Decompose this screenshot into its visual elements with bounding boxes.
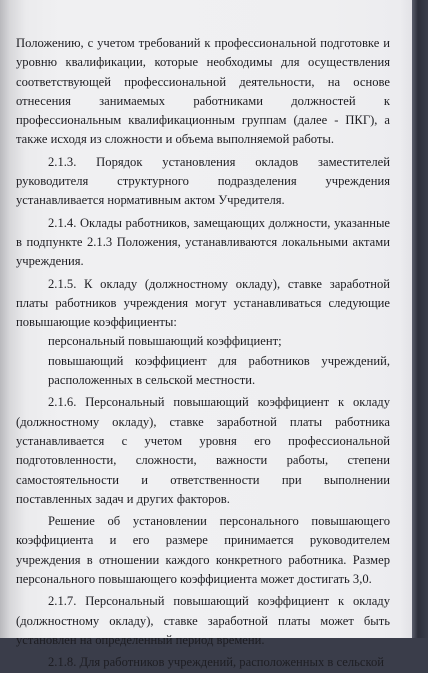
paragraph-intro: Положению, с учетом требований к профессиональной подготовке и уровню квалификации, которые необходимы для осуществления соответствующей профессиональной деятельности, на основе отнесения занимаемых работниками должностей к профессиональным квалификационным группам (далее - ПКГ), а также исходя из сложности и объема выполняемой работы. <box>16 36 390 147</box>
paragraph-2-1-8: 2.1.8. Для работников учреждений, расположенных в сельской <box>48 655 384 670</box>
paragraph-2-1-6: 2.1.6. Персональный повышающий коэффициент к окладу (должностному окладу), ставке заработной платы работника устанавливается с учетом уровня его профессиональной подготовленности, сложности, важности работы, степени самостоятельности и ответственности при выполнении поставленных задач и других факторов. <box>16 395 390 506</box>
document-text <box>16 34 390 673</box>
list-item-rural-coefficient: повышающий коэффициент для работников учреждений, расположенных в сельской местности. <box>48 353 390 388</box>
list-item-personal-coefficient: персональный повышающий коэффициент; <box>48 334 282 349</box>
paragraph-decision: Решение об установлении персонального повышающего коэффициента и его размере принимается руководителем учреждения в отношении каждого конкретного работника. Размер персонального повышающего коэффициента может достигать 3,0. <box>16 514 390 587</box>
paragraph-2-1-7: 2.1.7. Персональный повышающий коэффициент к окладу (должностному окладу), ставке заработной платы может быть установлен на определенный период времени. <box>16 594 390 647</box>
paragraph-2-1-4: 2.1.4. Оклады работников, замещающих должности, указанные в подпункте 2.1.3 Положения, устанавливаются локальными актами учреждения. <box>16 215 390 269</box>
paragraph-2-1-3: 2.1.3. Порядок установления окладов заместителей руководителя структурного подразделения учреждения устанавливается нормативным актом Учредителя. <box>16 154 390 208</box>
page-edge-shadow <box>412 0 428 638</box>
paragraph-2-1-5: 2.1.5. К окладу (должностному окладу), ставке заработной платы работников учреждения могут устанавливаться следующие повышающие коэффициенты: <box>16 276 390 330</box>
